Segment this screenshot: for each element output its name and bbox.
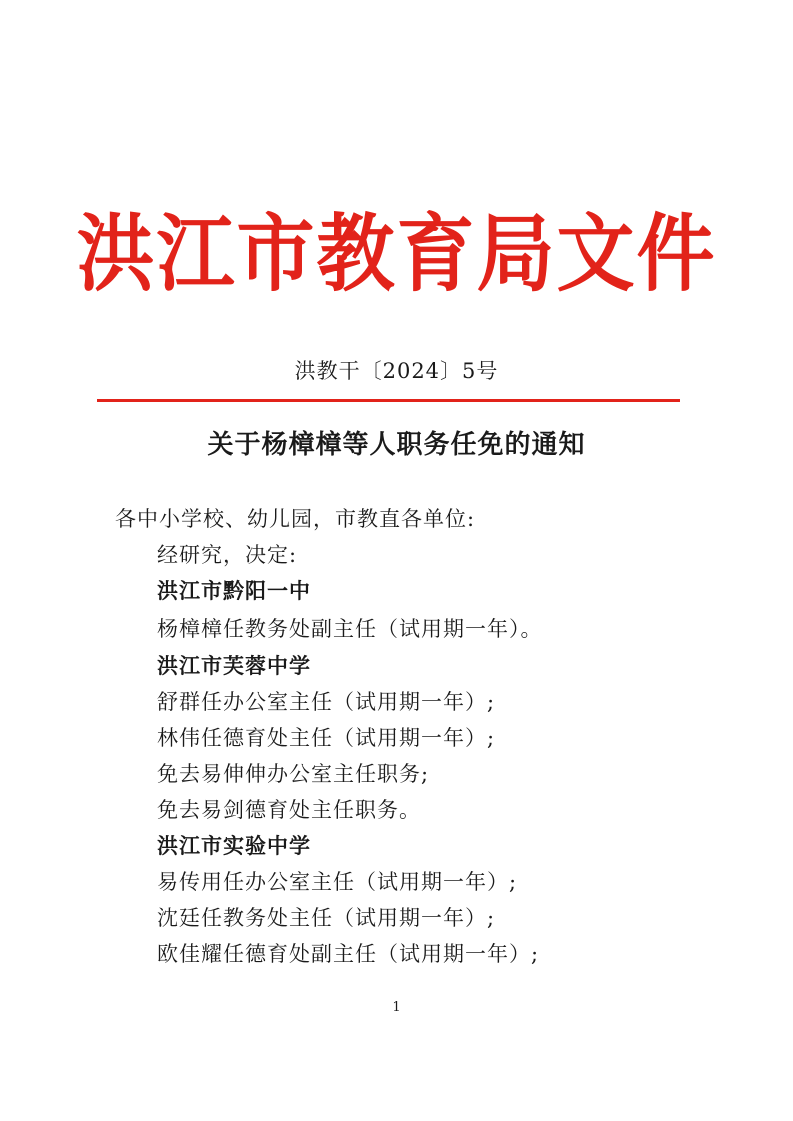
appointment-item: 林伟任德育处主任（试用期一年）; <box>157 726 496 750</box>
red-divider-line <box>97 399 680 402</box>
appointment-item: 免去易伸伸办公室主任职务; <box>157 762 430 786</box>
section-heading-qianyang: 洪江市黔阳一中 <box>157 578 311 603</box>
appointment-item: 舒群任办公室主任（试用期一年）; <box>157 690 496 714</box>
page-number: 1 <box>392 1000 401 1015</box>
appointment-item: 易传用任办公室主任（试用期一年）; <box>157 870 518 894</box>
appointment-item: 免去易剑德育处主任职务。 <box>157 798 421 822</box>
section-heading-furong: 洪江市芙蓉中学 <box>157 653 311 678</box>
appointment-item: 杨樟樟任教务处副主任（试用期一年）。 <box>157 617 543 641</box>
masthead-title: 洪江市教育局文件 <box>76 205 717 304</box>
section-heading-shiyan: 洪江市实验中学 <box>157 833 311 858</box>
appointment-item: 欧佳耀任德育处副主任（试用期一年）; <box>157 942 540 966</box>
appointment-item: 沈廷任教务处主任（试用期一年）; <box>157 906 496 930</box>
salutation: 各中小学校、幼儿园，市教直各单位: <box>115 507 476 531</box>
document-number: 洪教干〔2024〕5号 <box>294 359 499 383</box>
intro-text: 经研究，决定: <box>157 543 298 567</box>
notice-title: 关于杨樟樟等人职务任免的通知 <box>207 430 586 460</box>
